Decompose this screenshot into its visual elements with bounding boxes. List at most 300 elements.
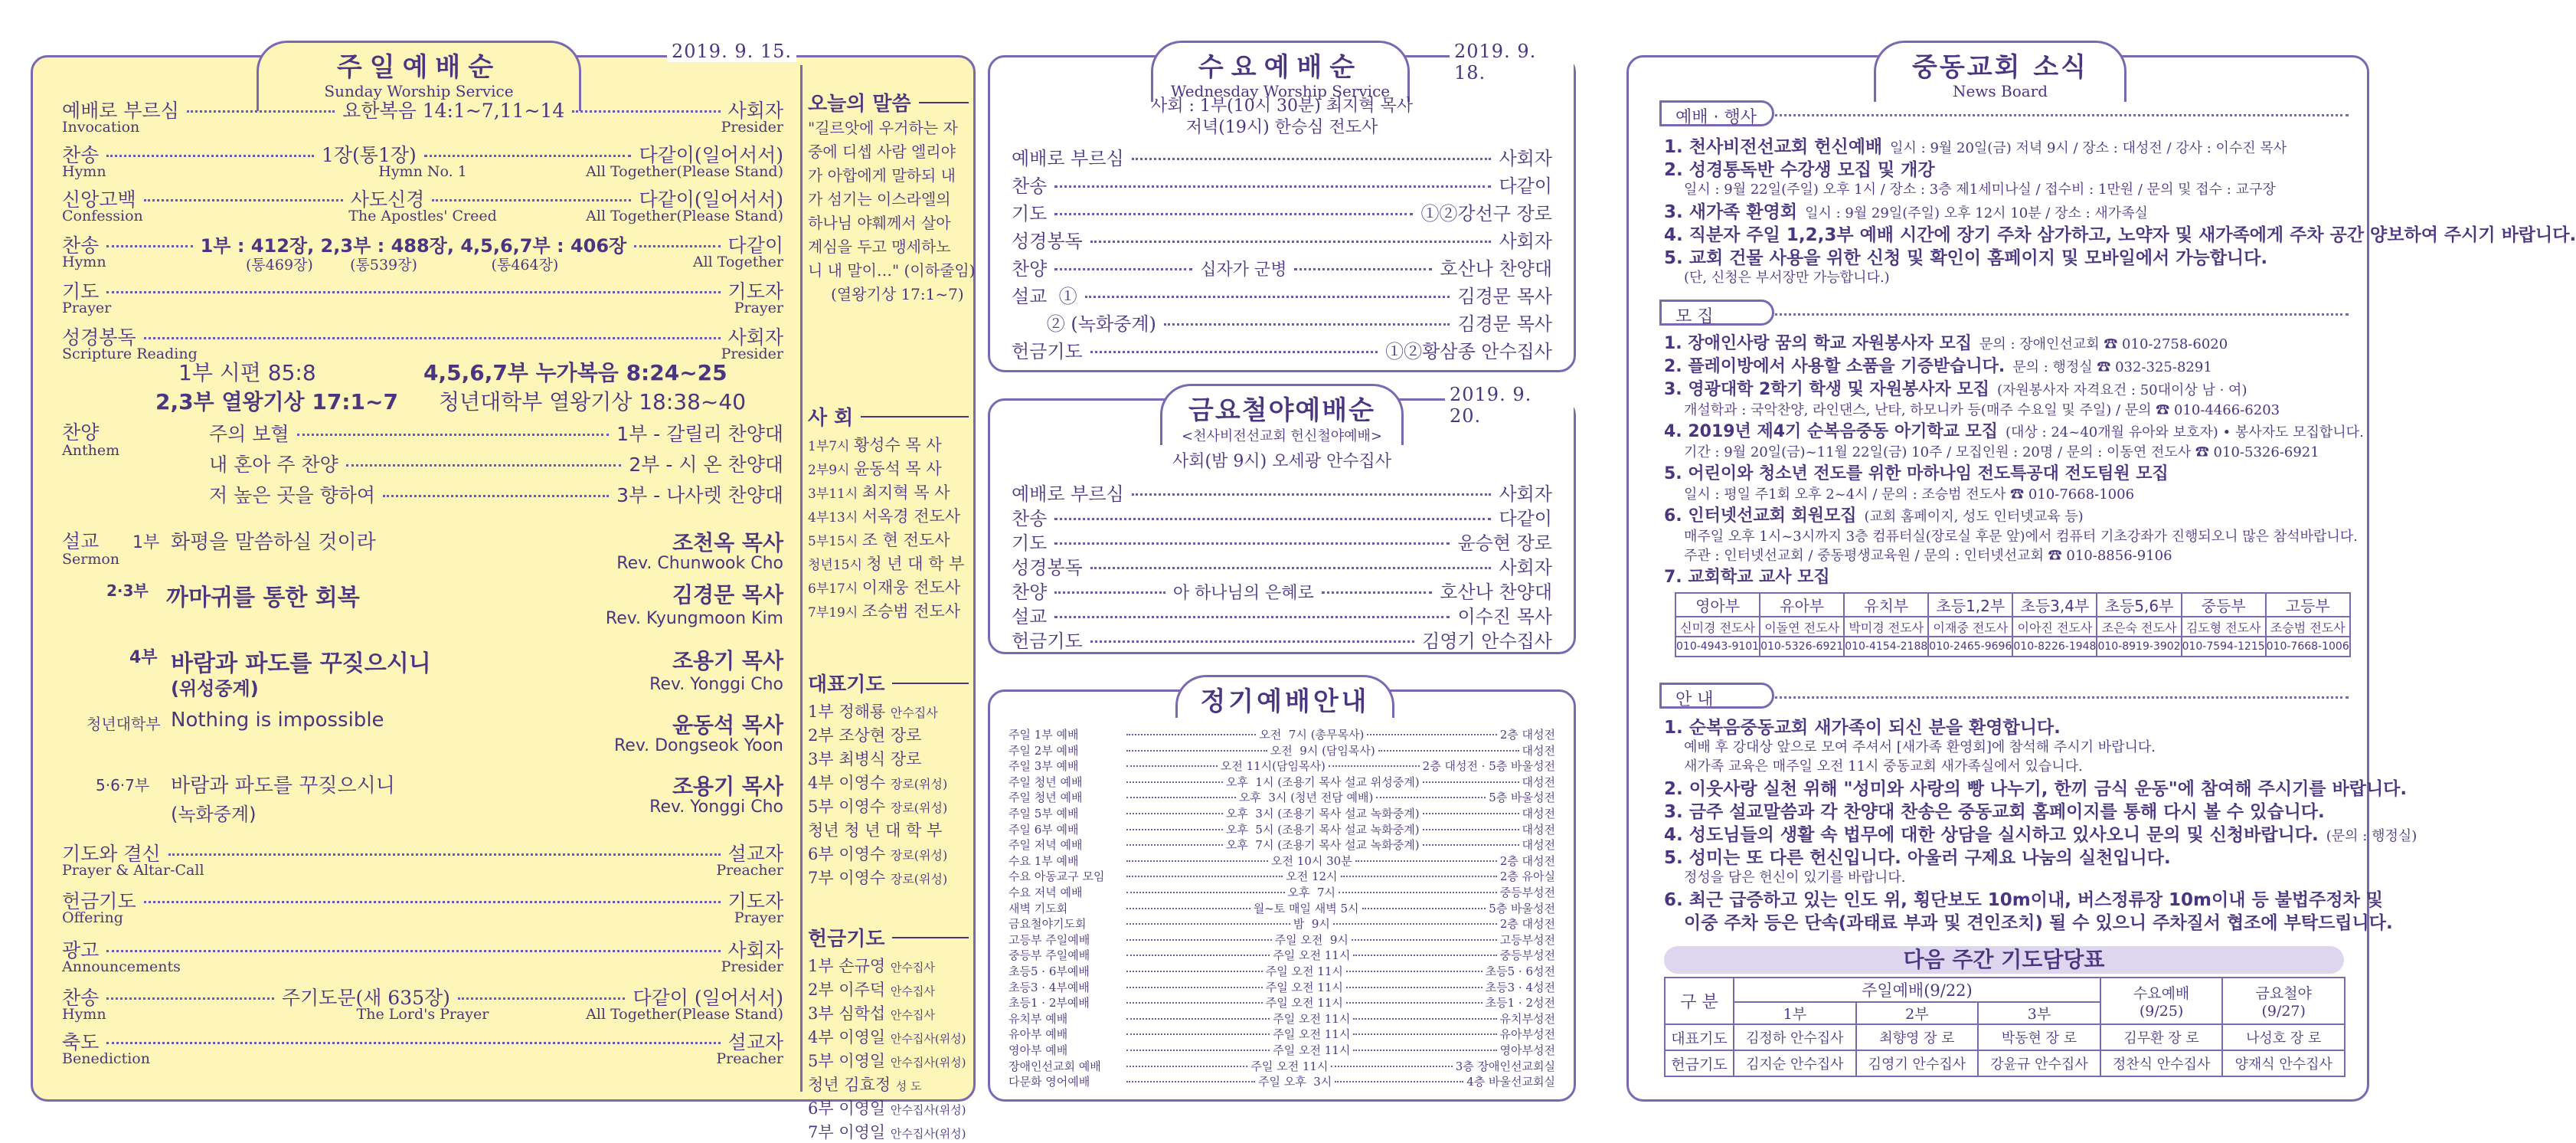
offering-name: 김효정 bbox=[844, 1076, 896, 1094]
anthem-title: 저 높은 곳을 향하여 bbox=[209, 484, 376, 506]
leader-dots bbox=[1331, 1066, 1452, 1067]
leader-dots bbox=[1355, 860, 1497, 862]
mc-row bbox=[808, 457, 942, 480]
news-item-title: 1. 천사비전선교회 헌신예배 bbox=[1664, 137, 1883, 157]
notice-item bbox=[1664, 820, 2417, 846]
teacher-cell: 유아부 bbox=[1760, 593, 1844, 617]
order-label: 헌금기도 bbox=[62, 890, 136, 912]
order-label: 광고 bbox=[62, 939, 100, 961]
notice-item bbox=[1664, 886, 2384, 911]
schedule-name: 영아부 예배 bbox=[1008, 1043, 1068, 1057]
schedule-time: 주일 오후 3시 bbox=[1257, 1075, 1332, 1089]
schedule-row bbox=[1008, 743, 1555, 758]
order-content: 요한복음 14:1~7,11~14 bbox=[342, 100, 565, 122]
leader-dots bbox=[1346, 971, 1483, 972]
service-label: 예배로 부르심 bbox=[1012, 148, 1124, 169]
leader-dots bbox=[1339, 892, 1497, 893]
schedule-row bbox=[1008, 790, 1555, 805]
order-label-en: Offering bbox=[62, 909, 123, 926]
leader-dots bbox=[1126, 923, 1290, 925]
sermon-preacher-en: Rev. Dongseok Yoon bbox=[613, 736, 783, 755]
service-row bbox=[1012, 479, 1552, 506]
sermon-title: Nothing is impossible bbox=[171, 709, 384, 732]
schedule-row bbox=[1008, 853, 1555, 869]
leader-dots bbox=[1353, 1033, 1496, 1035]
schedule-row bbox=[1008, 980, 1555, 995]
prayer-name: 이영수 bbox=[839, 797, 891, 816]
leader-dots bbox=[1322, 591, 1432, 594]
service-label: 찬송 bbox=[1012, 508, 1048, 529]
wednesday-panel bbox=[988, 41, 1576, 372]
sermon-title: 화평을 말씀하실 것이라 bbox=[171, 531, 376, 554]
wednesday-mc-1: 사회 : 1부(10시 30분) 최지혁 목사 bbox=[1150, 97, 1414, 116]
service-row bbox=[1012, 601, 1552, 628]
leader-dots bbox=[1126, 844, 1223, 846]
schedule-place: 2층 대성전 bbox=[1499, 853, 1556, 868]
leader-dots bbox=[1126, 813, 1223, 814]
sunday-subtitle: Sunday Worship Service bbox=[324, 82, 514, 100]
leader-dots bbox=[1090, 567, 1492, 569]
news-item-sub: 정성을 담은 헌신이 있기를 바랍니다. bbox=[1684, 870, 1906, 886]
leader-dots bbox=[1378, 750, 1519, 752]
order-role: 설교자 bbox=[727, 843, 783, 865]
news-title-tab bbox=[1874, 41, 2127, 102]
service-content: 십자가 군병 bbox=[1200, 260, 1287, 280]
offering-part: 6부 bbox=[808, 1099, 839, 1118]
order-label-en: Invocation bbox=[62, 119, 140, 136]
friday-title-tab bbox=[1160, 384, 1404, 445]
leader-dots bbox=[187, 110, 335, 113]
mc-row bbox=[808, 552, 964, 575]
order-role-en: Prayer bbox=[734, 909, 783, 926]
head-part: 3부 bbox=[1978, 1002, 2100, 1024]
schedule-place: 대성전 bbox=[1522, 807, 1556, 820]
prayer-part: 3부 bbox=[808, 750, 839, 768]
offering-heading: 헌금기도 bbox=[808, 923, 969, 951]
next-week-cell: 양재식 안수집사 bbox=[2222, 1050, 2345, 1076]
schedule-place: 대성전 bbox=[1522, 775, 1556, 789]
news-item-title: 5. 어린이와 청소년 전도를 위한 마하나임 전도특공대 전도팀원 모집 bbox=[1664, 464, 2169, 483]
order-item bbox=[62, 96, 783, 139]
schedule-name: 중등부 주일예배 bbox=[1008, 948, 1090, 963]
mc-row bbox=[808, 480, 950, 503]
prayer-name: 이영수 bbox=[839, 774, 891, 792]
service-label: ② (녹화중계) bbox=[1012, 313, 1156, 335]
order-label-en: Hymn bbox=[62, 254, 106, 270]
news-item-detail: 일시 : 9월 29일(주일) 오후 12시 10분 / 장소 : 새가족실 bbox=[1805, 205, 2148, 221]
wednesday-title: 수요예배순 bbox=[1198, 52, 1363, 83]
leader-dots bbox=[1294, 268, 1432, 270]
friday-date: 2019. 9. 20. bbox=[1445, 384, 1574, 427]
event-item bbox=[1664, 244, 2349, 269]
sermon-preacher: 조용기 목사 bbox=[672, 648, 783, 673]
leader-dots bbox=[1423, 844, 1519, 846]
prayer-row bbox=[808, 771, 947, 794]
schedule-row bbox=[1008, 932, 1555, 948]
schedule-time: 오후 3시 (청년 전담 예배) bbox=[1238, 791, 1374, 805]
leader-dots bbox=[1054, 518, 1491, 520]
mc-time: 1부7시 bbox=[808, 439, 854, 454]
mc-name: 윤동석 목 사 bbox=[853, 460, 942, 478]
news-item-title: 4. 직분자 주일 1,2,3부 예배 시간에 장기 주차 삼가하고, 노약자 및 새가족에게 주차 공간 양보하여 주시기 바랍니다. bbox=[1664, 225, 2576, 245]
prayer-title: 장로 bbox=[890, 726, 922, 745]
schedule-name: 주일 저녁 예배 bbox=[1008, 838, 1083, 853]
schedule-time: 주일 오전 11시 bbox=[1273, 1011, 1351, 1026]
schedule-place: 2층 대성전 bbox=[1499, 917, 1555, 932]
recruit-item bbox=[1664, 564, 2349, 588]
leader-dots bbox=[1126, 1002, 1263, 1004]
next-week-cell: 대표기도 bbox=[1665, 1024, 1734, 1050]
schedule-time: 오후 7시 (조용기 목사 설교 녹화중계) bbox=[1225, 838, 1420, 853]
offering-part: 1부 bbox=[808, 957, 839, 975]
mc-name: 조승범 전도사 bbox=[861, 602, 961, 621]
notice-item bbox=[1664, 775, 2408, 800]
schedule-row bbox=[1008, 995, 1555, 1010]
word-line: 계심을 두고 맹세하노 bbox=[808, 237, 951, 256]
schedule-time: 주일 오전 9시 bbox=[1274, 932, 1348, 947]
schedule-place: 5층 바울성전 bbox=[1489, 791, 1556, 805]
sermon-preacher-en: Rev. Kyungmoon Kim bbox=[605, 609, 783, 628]
service-label: 설교 bbox=[1012, 606, 1048, 627]
news-item-title-cont: 이중 주차 등은 단속(과태료 부과 및 견인조치) 될 수 있으니 주차질서 협조에 부탁드립니다. bbox=[1684, 913, 2393, 933]
order-item bbox=[62, 231, 783, 273]
leader-dots bbox=[1335, 1081, 1463, 1082]
next-week-cell: 나성호 장 로 bbox=[2222, 1024, 2345, 1050]
mc-name: 황성수 목 사 bbox=[853, 436, 942, 454]
schedule-place: 대성전 bbox=[1522, 743, 1555, 758]
sermon-label-en: Sermon bbox=[62, 551, 120, 568]
prayer-title: 장로 bbox=[890, 750, 922, 768]
schedule-row bbox=[1008, 1027, 1555, 1042]
service-label: 예배로 부르심 bbox=[1012, 483, 1124, 505]
mc-time: 4부13시 bbox=[808, 510, 862, 526]
order-role: 사회자 bbox=[727, 100, 783, 122]
order-label-en: Benediction bbox=[62, 1050, 150, 1067]
offering-row bbox=[808, 1025, 966, 1048]
schedule-time: 오전 9시 (담임목사) bbox=[1270, 743, 1375, 758]
service-label: 찬양 bbox=[1012, 581, 1048, 603]
order-item bbox=[62, 1027, 783, 1070]
news-title: 중동교회 소식 bbox=[1912, 52, 2088, 83]
schedule-place: 2층 유아실 bbox=[1499, 870, 1556, 884]
schedule-place: 유아부성전 bbox=[1499, 1027, 1555, 1042]
prayer-part: 2부 bbox=[808, 726, 839, 745]
news-item-title: 3. 금주 설교말씀과 각 찬양대 찬송은 중동교회 홈페이지를 통해 다시 볼 수 있습니다. bbox=[1664, 802, 2325, 822]
event-item bbox=[1664, 198, 2349, 223]
schedule-place: 초등3 · 4성전 bbox=[1485, 980, 1555, 994]
service-label: 찬양 bbox=[1012, 258, 1048, 280]
teacher-cell: 김도형 전도사 bbox=[2182, 617, 2266, 637]
news-item-title: 2. 성경통독반 수강생 모집 및 개강 bbox=[1664, 160, 1935, 180]
order-item bbox=[62, 839, 783, 882]
schedule-row bbox=[1008, 948, 1555, 963]
offering-title: 안수집사(위성) bbox=[890, 1056, 966, 1069]
anthem-row bbox=[209, 450, 783, 477]
leader-dots bbox=[106, 997, 274, 1000]
schedule-row bbox=[1008, 1074, 1555, 1089]
sunday-title: 주일예배순 bbox=[336, 52, 502, 83]
prayer-part: 청년 bbox=[808, 821, 845, 840]
order-role: 다같이(일어서서) bbox=[639, 144, 783, 166]
service-label: 기도 bbox=[1012, 532, 1048, 554]
leader-dots bbox=[1126, 987, 1263, 988]
service-person: ①②강선구 장로 bbox=[1420, 203, 1552, 224]
offering-part: 4부 bbox=[808, 1028, 839, 1046]
leader-dots bbox=[1126, 955, 1270, 956]
news-item-sub: 개설학과 : 국악찬양, 라인댄스, 난타, 하모니카 등(매주 수요일 및 주일) / 문의 ☎ 010-4466-6203 bbox=[1684, 402, 2280, 418]
schedule-row bbox=[1008, 901, 1555, 916]
next-week-cell: 최향영 장 로 bbox=[1856, 1024, 1979, 1050]
teacher-cell: 고등부 bbox=[2266, 593, 2350, 617]
teacher-cell: 이재중 전도사 bbox=[1928, 617, 2012, 637]
service-label: 성경봉독 bbox=[1012, 231, 1083, 252]
order-role: 기도자 bbox=[727, 890, 783, 912]
prayer-row bbox=[808, 747, 921, 770]
teacher-cell: 010-5326-6921 bbox=[1760, 637, 1844, 657]
schedule-name: 유치부 예배 bbox=[1008, 1011, 1068, 1026]
next-week-cell: 김정하 안수집사 bbox=[1734, 1024, 1856, 1050]
mc-time: 5부15시 bbox=[808, 534, 862, 549]
wednesday-mc-2: 저녁(19시) 한승심 전도사 bbox=[1185, 118, 1378, 137]
schedule-row bbox=[1008, 775, 1555, 790]
order-item bbox=[62, 983, 783, 1026]
schedule-time: 오전 10시 30분 bbox=[1271, 853, 1352, 868]
regular-title-tab bbox=[1175, 675, 1394, 718]
scripture-3: 2,3부 열왕기상 17:1~7 bbox=[155, 389, 398, 414]
schedule-name: 초등3 · 4부예배 bbox=[1008, 980, 1090, 994]
notice-item bbox=[1664, 713, 2349, 739]
leader-dots bbox=[1346, 1002, 1483, 1004]
service-person: 사회자 bbox=[1499, 231, 1552, 252]
service-row bbox=[1012, 143, 1552, 170]
scripture-4: 청년대학부 열왕기상 18:38~40 bbox=[439, 389, 747, 414]
leader-dots bbox=[1126, 750, 1267, 752]
word-heading: 오늘의 말씀 bbox=[808, 88, 969, 116]
prayer-part: 4부 bbox=[808, 774, 839, 792]
offering-part: 청년 bbox=[808, 1076, 845, 1094]
prayer-part: 6부 bbox=[808, 845, 839, 863]
news-item-title: 1. 장애인사랑 꿈의 학교 자원봉사자 모집 bbox=[1664, 334, 1972, 353]
next-week-cell: 헌금기도 bbox=[1665, 1050, 1734, 1076]
schedule-name: 다문화 영어예배 bbox=[1008, 1075, 1090, 1089]
news-item-detail: (대상 : 24~40개월 유아와 보호자) • 봉사자도 모집합니다. bbox=[2006, 424, 2364, 440]
schedule-place: 대성전 bbox=[1522, 838, 1556, 853]
service-row bbox=[1012, 254, 1552, 280]
sermon-preacher: 조용기 목사 bbox=[672, 774, 783, 799]
offering-row bbox=[808, 978, 935, 1001]
leader-dots bbox=[1085, 296, 1450, 298]
order-label-en: Prayer & Altar-Call bbox=[62, 862, 204, 879]
service-label: 설교 ① bbox=[1012, 286, 1077, 307]
order-role-en: Presider bbox=[721, 958, 783, 975]
schedule-place: 5층 바울성전 bbox=[1489, 901, 1555, 915]
order-content: 1장(통1장) bbox=[321, 144, 417, 166]
mc-name: 청 년 대 학 부 bbox=[866, 555, 965, 573]
prayer-title: 안수집사 bbox=[890, 706, 938, 720]
leader-dots bbox=[1126, 939, 1272, 941]
news-item-title: 2. 플레이방에서 사용할 소품을 기증받습니다. bbox=[1664, 357, 2006, 376]
offering-row bbox=[808, 1120, 966, 1143]
service-person: 호산나 찬양대 bbox=[1440, 581, 1552, 603]
leader-dots bbox=[1329, 765, 1420, 767]
event-item bbox=[1664, 221, 2576, 246]
mc-name: 서옥경 전도사 bbox=[861, 507, 961, 526]
order-label: 예배로 부르심 bbox=[62, 100, 179, 122]
word-line: 중에 디셉 사람 엘리야 bbox=[808, 142, 956, 161]
sermon-part: 5·6·7부 bbox=[96, 776, 150, 794]
order-label: 신앙고백 bbox=[62, 188, 136, 211]
leader-dots bbox=[106, 245, 192, 247]
news-item-title: 5. 교회 건물 사용을 위한 신청 및 확인이 홈페이지 및 모바일에서 가능합니다. bbox=[1664, 248, 2268, 268]
order-content: 사도신경 bbox=[350, 188, 425, 211]
service-person: 김영기 안수집사 bbox=[1422, 630, 1552, 652]
schedule-row bbox=[1008, 822, 1555, 837]
leader-dots bbox=[1376, 797, 1486, 798]
schedule-place: 유치부성전 bbox=[1499, 1011, 1555, 1026]
recruit-item bbox=[1664, 353, 2349, 377]
order-label: 기도와 결신 bbox=[62, 843, 161, 865]
leader-dots bbox=[144, 337, 721, 339]
schedule-row bbox=[1008, 806, 1555, 821]
prayer-name: 청 년 대 학 부 bbox=[844, 821, 943, 840]
leader-dots bbox=[1126, 971, 1263, 972]
teacher-cell: 박미경 전도사 bbox=[1844, 617, 1928, 637]
schedule-time: 밤 9시 bbox=[1293, 917, 1330, 932]
teacher-row bbox=[1675, 637, 2350, 657]
word-line: "길르앗에 우거하는 자 bbox=[808, 119, 958, 137]
leader-dots bbox=[432, 199, 631, 201]
head-wed bbox=[2100, 978, 2223, 1024]
order-label: 축도 bbox=[62, 1031, 100, 1053]
schedule-time: 오전 11시(담임목사) bbox=[1220, 759, 1326, 774]
sermon-preacher-en: Rev. Yonggi Cho bbox=[649, 797, 783, 817]
leader-dots bbox=[1132, 493, 1492, 496]
sermon-part: 청년대학부 bbox=[87, 715, 161, 733]
order-label: 성경봉독 bbox=[62, 326, 136, 349]
schedule-time: 주일 오전 11시 bbox=[1265, 965, 1343, 978]
offering-name: 이주덕 bbox=[839, 981, 891, 999]
leader-dots bbox=[106, 155, 314, 157]
schedule-row bbox=[1008, 1043, 1555, 1058]
recruit-item bbox=[1664, 460, 2349, 484]
offering-name: 손규영 bbox=[839, 957, 891, 975]
order-role: 사회자 bbox=[727, 939, 783, 961]
prayer-name: 이영수 bbox=[839, 869, 891, 887]
news-item-sub: (단, 신청은 부서장만 가능합니다.) bbox=[1684, 270, 1890, 286]
order-role: 기도자 bbox=[727, 280, 783, 303]
service-person: 김경문 목사 bbox=[1457, 313, 1552, 335]
schedule-time: 주일 오전 11시 bbox=[1265, 996, 1343, 1010]
leader-dots bbox=[1126, 1018, 1270, 1020]
teacher-cell: 조승범 전도사 bbox=[2266, 617, 2350, 637]
teacher-cell: 초등5,6부 bbox=[2097, 593, 2181, 617]
teacher-row bbox=[1675, 593, 2350, 617]
leader-dots bbox=[1341, 876, 1497, 877]
next-week-cell: 정찬식 안수집사 bbox=[2100, 1050, 2223, 1076]
order-role: 다같이 bbox=[727, 234, 783, 257]
schedule-name: 고등부 주일예배 bbox=[1008, 932, 1090, 947]
news-item-title: 4. 성도님들의 생활 속 법무에 대한 상담을 실시하고 있사오니 문의 및 신청바랍니다. bbox=[1664, 825, 2319, 845]
leader-dots bbox=[1352, 939, 1497, 941]
next-week-row bbox=[1665, 1024, 2345, 1050]
schedule-name: 초등1 · 2부예배 bbox=[1008, 996, 1090, 1010]
leader-dots bbox=[1367, 734, 1496, 735]
offering-row bbox=[808, 954, 935, 977]
prayer-part: 7부 bbox=[808, 869, 839, 887]
schedule-name: 주일 청년 예배 bbox=[1008, 791, 1083, 805]
service-person: 사회자 bbox=[1499, 557, 1552, 578]
leader-dots bbox=[1054, 268, 1192, 270]
leader-dots bbox=[1333, 923, 1497, 925]
schedule-time: 오후 1시 (조용기 목사 설교 위성중계) bbox=[1225, 775, 1420, 789]
news-panel bbox=[1626, 52, 2576, 1102]
schedule-row bbox=[1008, 1059, 1555, 1074]
order-item bbox=[62, 277, 783, 319]
service-person: 호산나 찬양대 bbox=[1440, 258, 1552, 280]
news-subtitle: News Board bbox=[1952, 82, 2048, 100]
schedule-row bbox=[1008, 916, 1555, 932]
mc-time: 7부19시 bbox=[808, 605, 862, 621]
order-label-en: Confession bbox=[62, 208, 143, 224]
offering-name: 이영일 bbox=[839, 1052, 891, 1070]
event-item bbox=[1664, 133, 2349, 158]
schedule-name: 장애인선교회 예배 bbox=[1008, 1059, 1101, 1073]
leader-dots bbox=[346, 464, 622, 467]
teacher-cell: 010-7594-1215 bbox=[2182, 637, 2266, 657]
news-item-title: 4. 2019년 제4기 순복음중동 아기학교 모집 bbox=[1664, 422, 1999, 441]
teacher-cell: 010-7668-1006 bbox=[2266, 637, 2350, 657]
friday-panel bbox=[988, 384, 1576, 654]
schedule-time: 오후 3시 (조용기 목사 설교 녹화중계) bbox=[1225, 807, 1420, 820]
event-item bbox=[1664, 156, 2349, 181]
order-label-en: Hymn bbox=[62, 1006, 106, 1023]
service-row bbox=[1012, 226, 1552, 253]
leader-dots bbox=[424, 155, 632, 157]
sermon-preacher-en: Rev. Yonggi Cho bbox=[649, 675, 783, 694]
order-label-en: Prayer bbox=[62, 300, 112, 316]
news-item-detail: 일시 : 9월 20일(금) 저녁 9시 / 장소 : 대성전 / 강사 : 이수진 목사 bbox=[1890, 140, 2287, 156]
schedule-name: 새벽 기도회 bbox=[1008, 901, 1068, 915]
offering-part: 2부 bbox=[808, 981, 839, 999]
regular-title: 정기예배안내 bbox=[1200, 686, 1370, 717]
notice-item bbox=[1664, 843, 2349, 869]
order-content-en: (통469장) (통539장) (통464장) bbox=[246, 257, 559, 273]
sermon-part: 2·3부 bbox=[106, 581, 149, 600]
teacher-cell: 010-8919-3902 bbox=[2097, 637, 2181, 657]
leader-dots bbox=[1423, 813, 1519, 814]
prayer-heading: 대표기도 bbox=[808, 669, 969, 697]
leader-dots bbox=[1090, 351, 1378, 353]
order-content-en: Hymn No. 1 bbox=[378, 163, 467, 180]
schedule-name: 유아부 예배 bbox=[1008, 1027, 1068, 1042]
recruit-item bbox=[1664, 330, 2349, 354]
sermon-note: (녹화중계) bbox=[171, 804, 257, 825]
leader-dots bbox=[1090, 241, 1492, 243]
offering-title: 안수집사(위성) bbox=[890, 1127, 966, 1141]
schedule-time: 오전 7시 (총무목사) bbox=[1259, 728, 1365, 742]
word-line: (열왕기상 17:1~7) bbox=[831, 285, 964, 303]
prayer-row bbox=[808, 866, 947, 889]
schedule-name: 초등5 · 6부예배 bbox=[1008, 965, 1090, 978]
order-item bbox=[62, 886, 783, 929]
news-item-title: 5. 성미는 또 다른 헌신입니다. 아울러 구제요 나눔의 실천입니다. bbox=[1664, 848, 2171, 868]
prayer-part: 5부 bbox=[808, 797, 839, 816]
recruit-item bbox=[1664, 503, 2349, 526]
anthem-title: 주의 보혈 bbox=[209, 423, 289, 445]
service-person: 이수진 목사 bbox=[1457, 606, 1552, 627]
schedule-name: 주일 청년 예배 bbox=[1008, 775, 1083, 789]
prayer-name: 조상현 bbox=[839, 726, 891, 745]
